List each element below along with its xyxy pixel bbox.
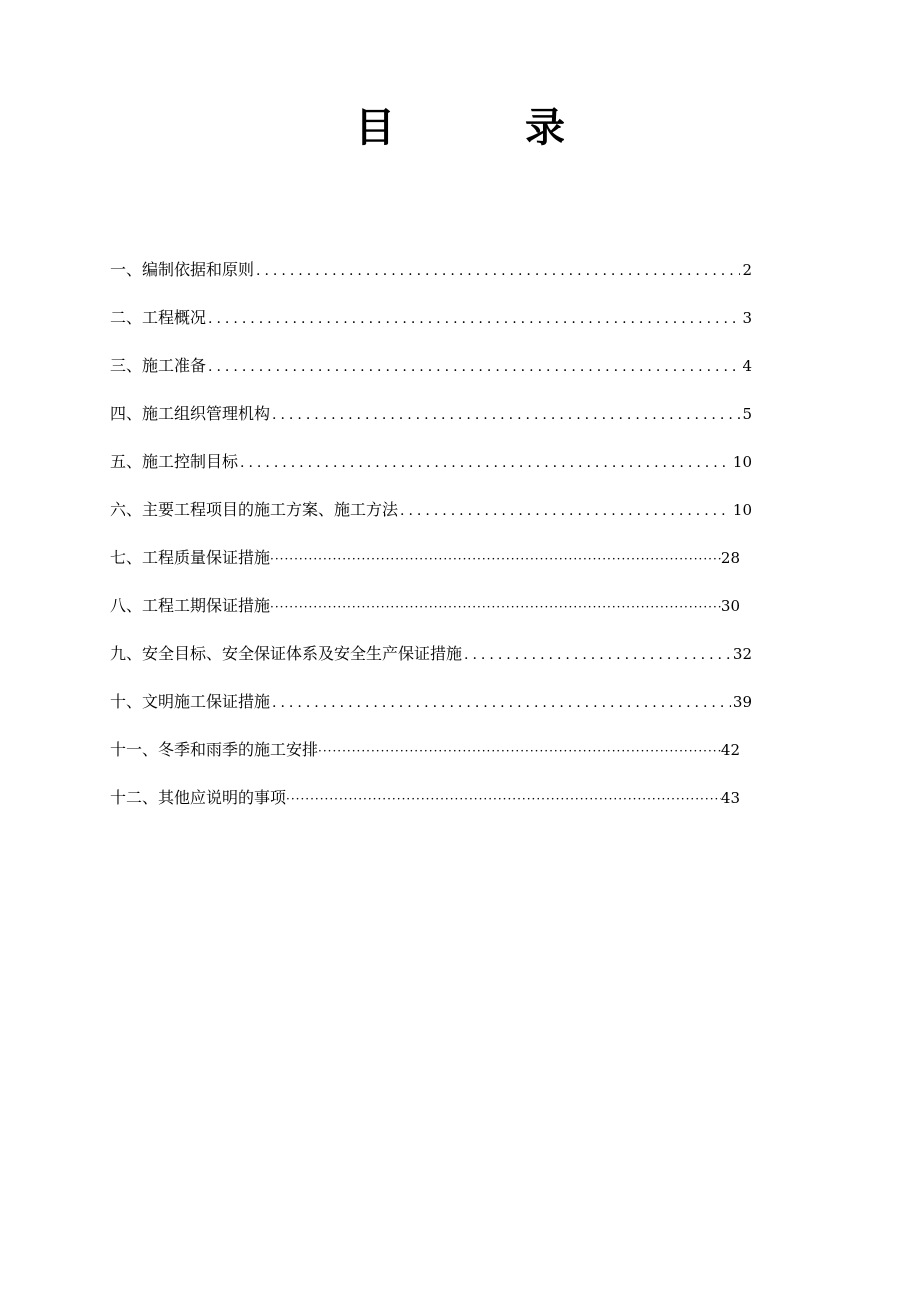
toc-leader (256, 255, 740, 287)
toc-item-page: 2 (742, 261, 752, 279)
toc-item[interactable] (110, 686, 752, 734)
toc-item-page: 30 (720, 597, 740, 615)
toc-item-text: 三、施工准备 (110, 356, 207, 375)
toc-leader (272, 687, 731, 719)
toc-leader (286, 783, 721, 815)
toc-item-page: 5 (742, 405, 752, 423)
toc-leader (270, 591, 721, 623)
toc-item[interactable] (110, 398, 752, 446)
toc-item-page: 39 (732, 693, 752, 711)
toc-item-text: 一、编制依据和原则 (110, 260, 255, 279)
toc-item[interactable] (110, 734, 740, 782)
toc-item-page: 4 (742, 357, 752, 375)
toc-item-text: 十、文明施工保证措施 (110, 692, 271, 711)
toc-item[interactable] (110, 350, 752, 398)
toc-title-char-2: 录 (525, 104, 565, 151)
toc-item-page: 10 (732, 453, 752, 471)
toc-item-text: 七、工程质量保证措施 (110, 548, 271, 567)
toc-title-char-1: 目 (355, 104, 395, 151)
toc-item-page: 28 (720, 549, 740, 567)
toc-item-text: 九、安全目标、安全保证体系及安全生产保证措施 (110, 644, 463, 663)
toc-leader (270, 543, 721, 575)
toc-item[interactable] (110, 590, 740, 638)
toc-list (110, 254, 752, 830)
toc-item-page: 43 (720, 789, 740, 807)
toc-item-text: 六、主要工程项目的施工方案、施工方法 (110, 500, 399, 519)
toc-item-page: 42 (720, 741, 740, 759)
toc-item[interactable] (110, 254, 752, 302)
toc-item[interactable] (110, 302, 752, 350)
toc-item[interactable] (110, 638, 752, 686)
toc-leader (272, 399, 740, 431)
toc-item-text: 十二、其他应说明的事项 (110, 788, 287, 807)
toc-item[interactable] (110, 542, 740, 590)
toc-item-text: 八、工程工期保证措施 (110, 596, 271, 615)
toc-title (0, 100, 920, 156)
toc-leader (400, 495, 731, 527)
toc-item-page: 10 (732, 501, 752, 519)
toc-item-text: 二、工程概况 (110, 308, 207, 327)
toc-leader (318, 735, 721, 767)
toc-item[interactable] (110, 446, 752, 494)
toc-item-text: 十一、冬季和雨季的施工安排 (110, 740, 319, 759)
toc-leader (208, 303, 740, 335)
toc-item-text: 四、施工组织管理机构 (110, 404, 271, 423)
toc-item-page: 32 (732, 645, 752, 663)
toc-item[interactable] (110, 494, 752, 542)
toc-item-page: 3 (742, 309, 752, 327)
toc-item-text: 五、施工控制目标 (110, 452, 239, 471)
toc-leader (208, 351, 740, 383)
toc-leader (240, 447, 731, 479)
toc-leader (464, 639, 731, 671)
toc-item[interactable] (110, 782, 740, 830)
